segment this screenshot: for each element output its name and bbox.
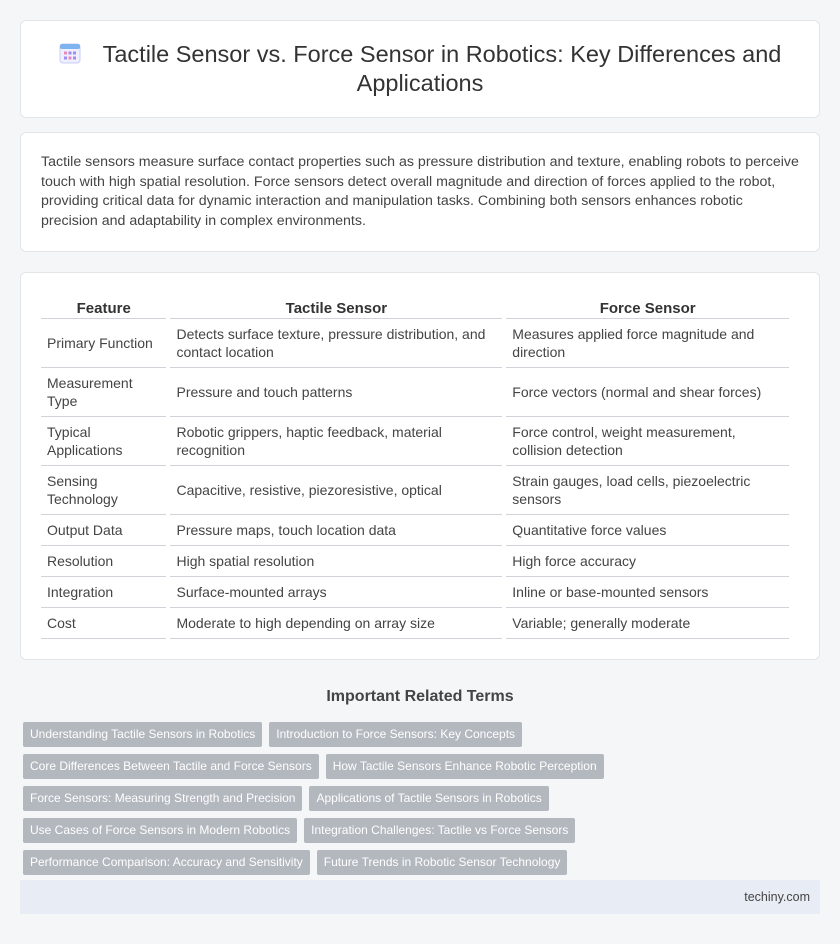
related-term-link[interactable]: Performance Comparison: Accuracy and Sensitivity [23,850,310,875]
header-feature: Feature [41,295,166,319]
force-cell: High force accuracy [506,546,789,577]
feature-cell: Integration [41,577,166,608]
related-term-link[interactable]: Use Cases of Force Sensors in Modern Robotics [23,818,297,843]
feature-cell: Primary Function [41,319,166,368]
table-row [41,368,789,417]
table-row [41,466,789,515]
tactile-cell: Detects surface texture, pressure distribution, and contact location [170,319,502,368]
force-cell: Force vectors (normal and shear forces) [506,368,789,417]
related-term-link[interactable]: Future Trends in Robotic Sensor Technology [317,850,568,875]
feature-cell: Sensing Technology [41,466,166,515]
tactile-cell: Pressure maps, touch location data [170,515,502,546]
table-row [41,608,789,639]
related-term-link[interactable]: Integration Challenges: Tactile vs Force Sensors [304,818,575,843]
force-cell: Strain gauges, load cells, piezoelectric sensors [506,466,789,515]
force-cell: Measures applied force magnitude and direction [506,319,789,368]
tactile-cell: Surface-mounted arrays [170,577,502,608]
feature-cell: Output Data [41,515,166,546]
feature-cell: Cost [41,608,166,639]
header-force-sensor: Force Sensor [506,295,789,319]
table-row [41,577,789,608]
table-row [41,319,789,368]
related-term-link[interactable]: Force Sensors: Measuring Strength and Precision [23,786,302,811]
force-cell: Inline or base-mounted sensors [506,577,789,608]
footer-site-name: techiny.com [744,890,810,904]
related-term-link[interactable]: Applications of Tactile Sensors in Robotics [309,786,548,811]
related-term-link[interactable]: Introduction to Force Sensors: Key Concepts [269,722,522,747]
feature-cell: Resolution [41,546,166,577]
tactile-cell: Robotic grippers, haptic feedback, material recognition [170,417,502,466]
related-terms-heading: Important Related Terms [326,688,514,705]
feature-cell: Measurement Type [41,368,166,417]
related-term-link[interactable]: How Tactile Sensors Enhance Robotic Perception [326,754,604,779]
table-row [41,515,789,546]
summary-card [20,132,820,252]
table-row [41,417,789,466]
related-term-link[interactable]: Core Differences Between Tactile and Force Sensors [23,754,319,779]
force-cell: Quantitative force values [506,515,789,546]
tactile-cell: Moderate to high depending on array size [170,608,502,639]
table-header-row [41,295,789,319]
force-cell: Force control, weight measurement, collision detection [506,417,789,466]
comparison-table [37,295,793,639]
comparison-table-card [20,272,820,660]
related-term-link[interactable]: Understanding Tactile Sensors in Robotics [23,722,262,747]
tactile-cell: Pressure and touch patterns [170,368,502,417]
header-tactile-sensor: Tactile Sensor [170,295,502,319]
page-title-text: Tactile Sensor vs. Force Sensor in Robotics: Key Differences and Applications [102,41,782,96]
page-title [51,40,789,98]
tactile-cell: High spatial resolution [170,546,502,577]
force-cell: Variable; generally moderate [506,608,789,639]
tactile-cell: Capacitive, resistive, piezoresistive, optical [170,466,502,515]
calendar-grid-icon [59,42,81,64]
footer [20,880,820,914]
table-row [41,546,789,577]
related-terms-list [20,722,640,882]
summary-text: Tactile sensors measure surface contact properties such as pressure distribution and texture, enabling robots to perceive touch with high spatial resolution. Force sensors detect overall magnitude and direction of forces applied to the robot, providing critical data for dynamic interaction and manipulation tasks. Combining both sensors enhances robotic precision and adaptability in complex environments. [41,154,799,229]
feature-cell: Typical Applications [41,417,166,466]
title-card [20,20,820,118]
